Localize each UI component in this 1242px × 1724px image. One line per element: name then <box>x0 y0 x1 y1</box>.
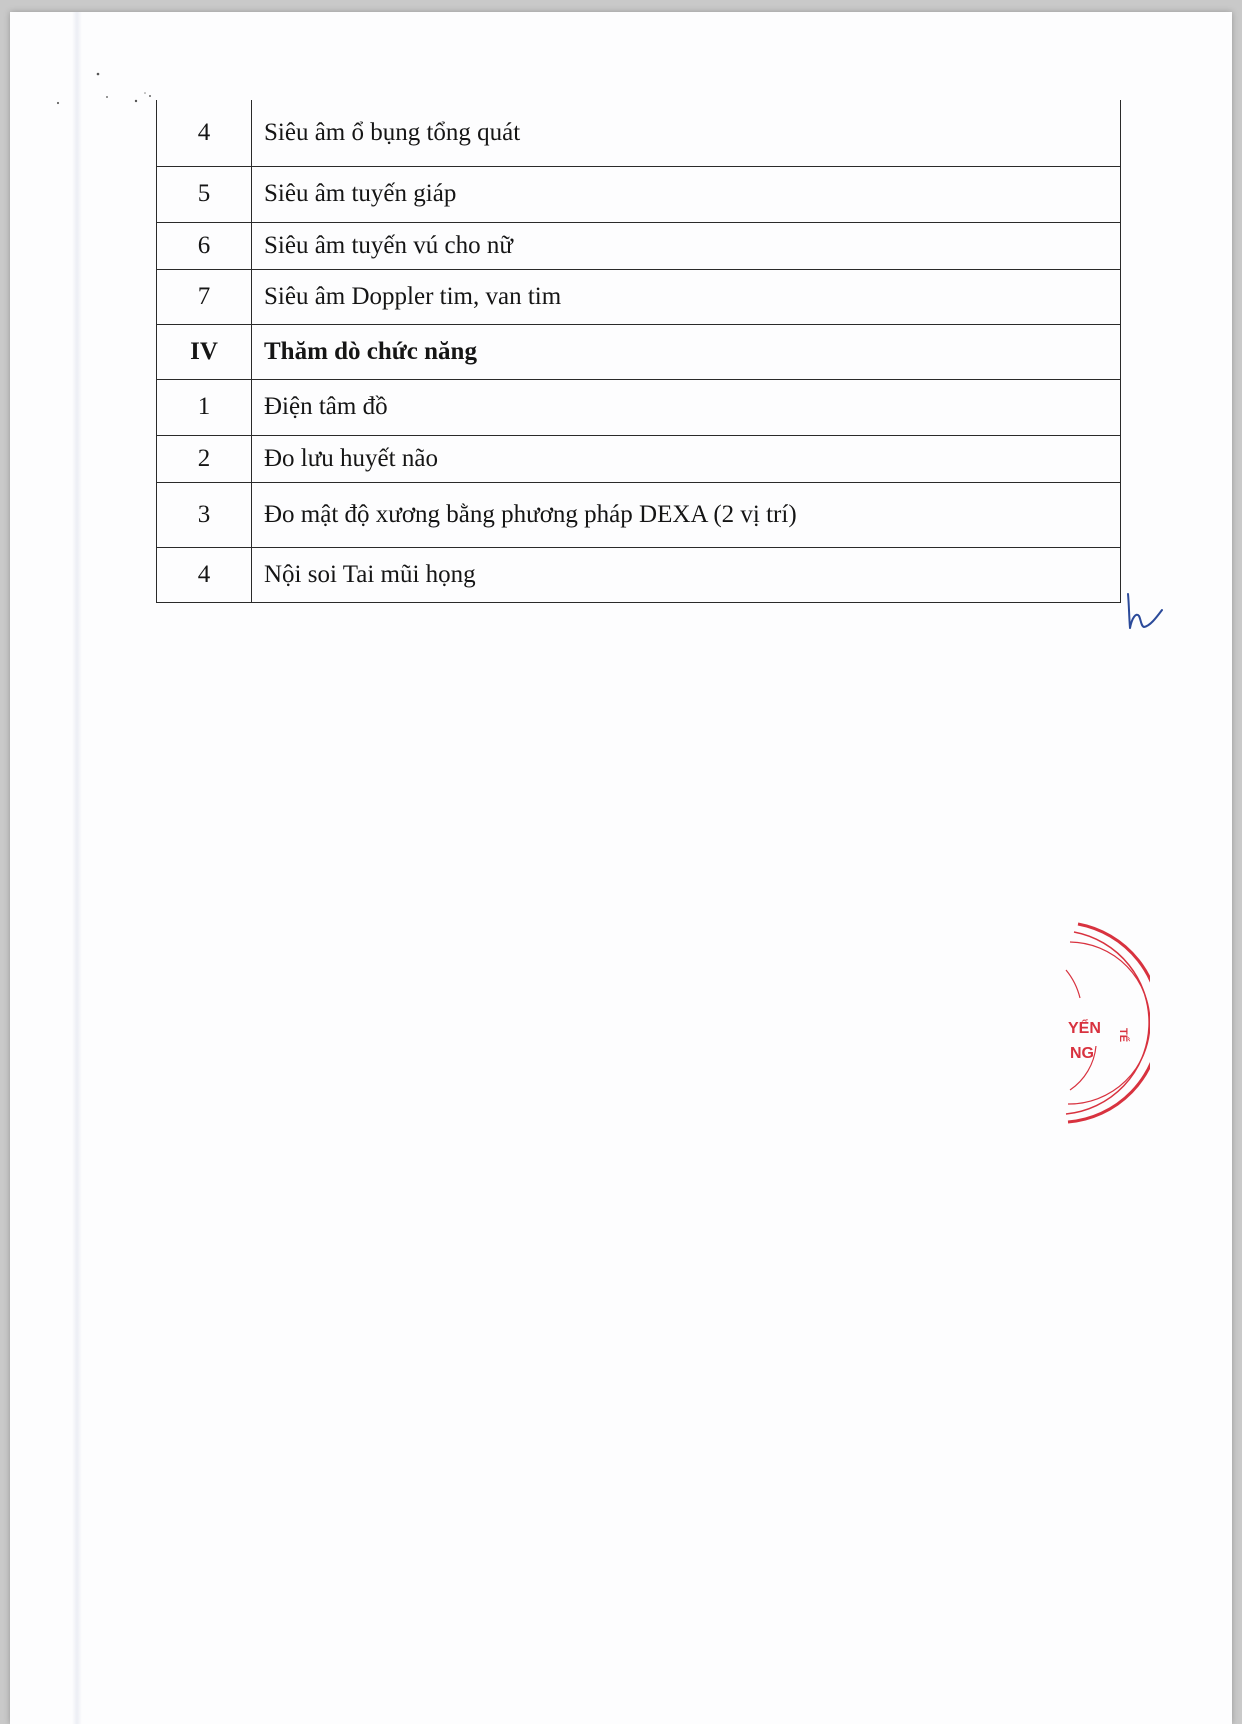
row-number: 5 <box>157 166 252 222</box>
handwritten-initial <box>1120 592 1170 634</box>
initial-stroke <box>1128 594 1162 628</box>
service-name: Đo mật độ xương bằng phương pháp DEXA (2 vị trí) <box>252 482 1121 547</box>
stamp-text-line1: YỂN <box>1068 1020 1101 1037</box>
service-name: Điện tâm đồ <box>252 379 1121 435</box>
row-number: 6 <box>157 222 252 269</box>
service-name: Siêu âm tuyến vú cho nữ <box>252 222 1121 269</box>
table-row <box>157 222 1121 269</box>
row-number: 3 <box>157 482 252 547</box>
table-row <box>157 379 1121 435</box>
service-name: Siêu âm ổ bụng tổng quát <box>252 100 1121 166</box>
table-row <box>157 269 1121 324</box>
row-number: 7 <box>157 269 252 324</box>
row-number: 4 <box>157 100 252 166</box>
red-seal-stamp <box>1010 918 1150 1130</box>
stamp-side-text: TẾ <box>1117 1028 1129 1043</box>
row-number: 1 <box>157 379 252 435</box>
section-number: IV <box>157 324 252 379</box>
page-fold-shadow <box>72 12 82 1724</box>
service-name: Siêu âm tuyến giáp <box>252 166 1121 222</box>
stamp-text-line2: NG <box>1070 1045 1094 1062</box>
service-name: Đo lưu huyết não <box>252 435 1121 482</box>
services-table <box>156 100 1121 603</box>
section-title: Thăm dò chức năng <box>252 324 1121 379</box>
row-number: 2 <box>157 435 252 482</box>
table-row <box>157 482 1121 547</box>
service-name: Siêu âm Doppler tim, van tim <box>252 269 1121 324</box>
table-row <box>157 547 1121 602</box>
table-row <box>157 435 1121 482</box>
section-row <box>157 324 1121 379</box>
table-row <box>157 166 1121 222</box>
service-name: Nội soi Tai mũi họng <box>252 547 1121 602</box>
scan-specks <box>50 67 160 112</box>
table-row <box>157 100 1121 166</box>
row-number: 4 <box>157 547 252 602</box>
